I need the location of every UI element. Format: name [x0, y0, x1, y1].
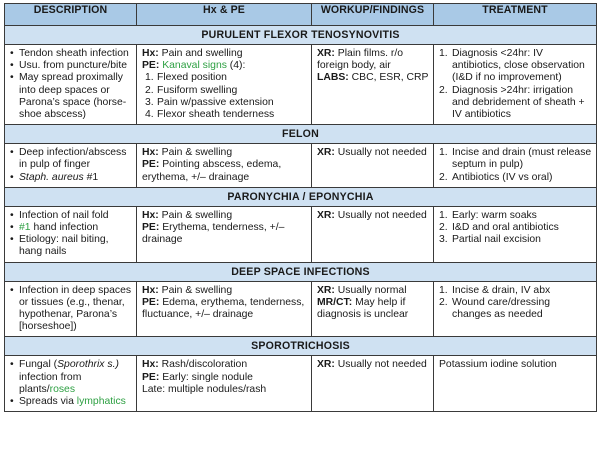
list-item: • Staph. aureus #1 [10, 172, 132, 184]
hx-pe-cell [137, 206, 312, 262]
hx-pe-cell [137, 281, 312, 337]
treatment-cell [434, 356, 597, 412]
col-header-hx-pe: Hx & PE [137, 4, 312, 26]
xr-label: XR: [317, 209, 335, 221]
pe-label: PE: [142, 159, 160, 171]
workup-cell [312, 144, 434, 188]
table-row [5, 206, 597, 262]
description-cell [5, 356, 137, 412]
list-item: Flexor sheath tenderness [157, 109, 275, 121]
table-row [5, 356, 597, 412]
hx-text: Pain & swelling [161, 209, 233, 221]
mr-ct-label: MR/CT: [317, 296, 353, 308]
treatment-cell [434, 144, 597, 188]
hx-pe-cell [137, 356, 312, 412]
xr-label: XR: [317, 48, 335, 59]
xr-text: Usually not needed [337, 359, 427, 371]
kanaval-signs-link[interactable]: Kanaval signs [162, 60, 227, 72]
list-item: Fusiform swelling [157, 84, 238, 96]
list-item: • May spread proximally into deep spaces or Parona’s space (horse-shoe abscess) [10, 72, 132, 121]
mr-ct-text: May help if diagnosis is unclear [317, 296, 409, 321]
list-item: • Fungal (Sporothrix s.) infection from plants/roses [10, 359, 132, 396]
pe-text: Edema, erythema, tenderness, fluctuance, +/– drainage [142, 296, 305, 321]
hx-label: Hx: [142, 209, 159, 221]
labs-label: LABS: [317, 72, 349, 84]
xr-text: Usually not needed [337, 209, 427, 221]
section-title: SPOROTRICHOSIS [5, 337, 597, 356]
pe-text: Pointing abscess, edema, erythema, +/– drainage [142, 159, 282, 183]
xr-label: XR: [317, 359, 335, 371]
list-item: • Infection of nail fold [10, 210, 132, 222]
list-item: 3. Partial nail excision [439, 234, 541, 246]
workup-cell [312, 356, 434, 412]
treatment-cell [434, 45, 597, 125]
section-row-felon [5, 125, 597, 144]
list-item: • Usu. from puncture/bite [10, 60, 132, 72]
table-row [5, 45, 597, 125]
xr-text: Usually not needed [337, 147, 427, 159]
list-item: • Deep infection/abscess in pulp of finger [10, 147, 132, 171]
section-title: DEEP SPACE INFECTIONS [5, 262, 597, 281]
table-row [5, 144, 597, 188]
list-item: • Infection in deep spaces or tissues (e.g., thenar, hypothenar, Parona’s [horseshoe]) [10, 285, 132, 334]
hx-pe-cell [137, 144, 312, 188]
col-header-description: DESCRIPTION [5, 4, 137, 26]
section-title: FELON [5, 125, 597, 144]
col-header-workup: WORKUP/FINDINGS [312, 4, 434, 26]
hx-label: Hx: [142, 147, 159, 159]
xr-label: XR: [317, 147, 335, 159]
list-item: • Tendon sheath infection [10, 48, 132, 60]
pe-text: (4): [226, 60, 246, 72]
workup-cell [312, 45, 434, 125]
hx-text: Pain & swelling [161, 147, 233, 159]
list-item: Pain w/passive extension [157, 96, 274, 108]
treatment-cell [434, 281, 597, 337]
hx-text: Pain & swelling [161, 284, 233, 296]
workup-cell [312, 206, 434, 262]
section-row-deep-space [5, 262, 597, 281]
number-one-link[interactable]: #1 [19, 222, 31, 234]
section-row-sporotrichosis [5, 337, 597, 356]
xr-text: Plain films. r/o foreign body, air [317, 48, 404, 72]
treatment-cell [434, 206, 597, 262]
list-item: • Etiology: nail biting, hang nails [10, 234, 132, 258]
description-cell [5, 45, 137, 125]
hand-infections-table [4, 3, 597, 412]
pe-label: PE: [142, 296, 160, 308]
hx-text: Pain and swelling [161, 48, 243, 59]
xr-text: Usually normal [337, 284, 407, 296]
list-item: 2. Wound care/dressing changes as needed [439, 296, 550, 321]
list-item: • #1 hand infection [10, 222, 132, 234]
col-header-treatment: TREATMENT [434, 4, 597, 26]
list-item: 1. Diagnosis <24hr: IV antibiotics, close observation (I&D if no improvement) [439, 48, 585, 84]
section-row-paronychia [5, 187, 597, 206]
description-cell [5, 144, 137, 188]
section-title: PARONYCHIA / EPONYCHIA [5, 187, 597, 206]
section-title: PURULENT FLEXOR TENOSYNOVITIS [5, 26, 597, 45]
roses-link[interactable]: roses [49, 383, 76, 395]
pe-label: PE: [142, 60, 160, 72]
pe-text: Erythema, tenderness, +/– drainage [142, 222, 285, 246]
hx-label: Hx: [142, 284, 159, 296]
xr-label: XR: [317, 284, 335, 296]
list-item: 1. Incise & drain, IV abx [439, 284, 551, 296]
description-cell [5, 281, 137, 337]
section-row-pfts [5, 26, 597, 45]
list-item: 2. Antibiotics (IV vs oral) [439, 171, 553, 183]
hx-pe-cell: Hx: Pain and swelling PE: Kanaval signs (4): 1. Flexed position 2. Fusiform swelling 3. Pain w/passive extension 4. Flexor sheath tenderness [137, 45, 312, 125]
late-text: Late: multiple nodules/rash [142, 383, 267, 395]
list-item: 1. Incise and drain (must release septum in pulp) [439, 147, 592, 171]
list-item: 1. Early: warm soaks [439, 209, 537, 221]
table-row [5, 281, 597, 337]
list-item: 2. Diagnosis >24hr: irrigation and debridement of sheath + IV antibiotics [439, 84, 585, 121]
lymphatics-link[interactable]: lymphatics [76, 396, 126, 408]
pe-label: PE: [142, 371, 160, 383]
hx-label: Hx: [142, 359, 159, 371]
list-item: 2. I&D and oral antibiotics [439, 222, 559, 234]
pe-label: PE: [142, 222, 160, 234]
hx-label: Hx: [142, 48, 159, 59]
pe-text: Early: single nodule [162, 371, 253, 383]
description-cell [5, 206, 137, 262]
workup-cell [312, 281, 434, 337]
hx-text: Rash/discoloration [161, 359, 248, 371]
header-row [5, 4, 597, 26]
list-item: • Spreads via lymphatics [10, 396, 132, 408]
treatment-text: Potassium iodine solution [439, 359, 557, 371]
list-item: Flexed position [157, 72, 227, 84]
labs-text: CBC, ESR, CRP [351, 72, 429, 84]
